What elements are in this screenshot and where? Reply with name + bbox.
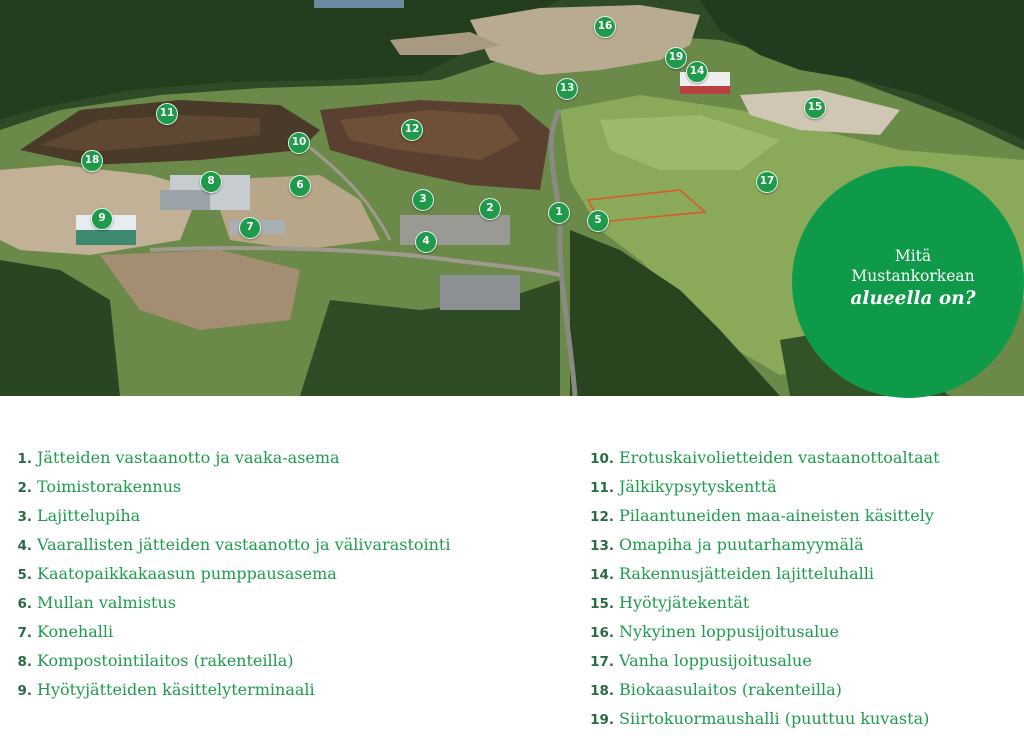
map-marker: 1 [548,202,570,224]
legend-label: Hyötyjätekentät [619,593,750,612]
legend-label: Kompostointilaitos (rakenteilla) [37,651,294,670]
legend-number: 3. [17,509,32,525]
legend-item [10,535,570,564]
callout-text [838,246,988,311]
legend-label: Lajittelupiha [37,506,141,525]
map-marker: 5 [587,210,609,232]
legend-item [10,506,570,535]
map-marker: 3 [412,189,434,211]
legend-number: 7. [17,625,32,641]
legend-item [586,535,1016,564]
legend-number: 8. [17,654,32,670]
legend-item [586,622,1016,651]
legend-label: Nykyinen loppusijoitusalue [619,622,840,641]
map-marker: 17 [756,171,778,193]
legend-item [586,680,1016,709]
legend-item [10,622,570,651]
legend-label: Vaarallisten jätteiden vastaanotto ja välivarastointi [37,535,451,554]
map-marker: 2 [479,198,501,220]
map-marker: 19 [665,47,687,69]
legend-number: 6. [17,596,32,612]
legend-number: 12. [590,509,614,525]
legend-item [586,593,1016,622]
map-marker: 9 [91,208,113,230]
legend-item [10,651,570,680]
legend-item [586,709,1016,738]
legend-item [10,448,570,477]
legend-label: Toimistorakennus [37,477,182,496]
legend-label: Vanha loppusijoitusalue [619,651,812,670]
legend-label: Jätteiden vastaanotto ja vaaka-asema [37,448,340,467]
legend-number: 17. [590,654,614,670]
map-marker: 13 [556,78,578,100]
legend-label: Konehalli [37,622,114,641]
map-marker: 14 [686,61,708,83]
legend-item [586,506,1016,535]
legend-label: Siirtokuormaushalli (puuttuu kuvasta) [619,709,930,728]
callout-line-1: Mitä [894,247,932,265]
legend-number: 4. [17,538,32,554]
legend-item [586,448,1016,477]
legend-label: Hyötyjätteiden käsittelyterminaali [37,680,315,699]
legend-label: Pilaantuneiden maa-aineisten käsittely [619,506,934,525]
legend-label: Rakennusjätteiden lajitteluhalli [619,564,874,583]
callout-line-3: alueella on? [850,288,976,309]
legend-number: 14. [590,567,614,583]
map-marker: 11 [156,103,178,125]
legend-item [10,477,570,506]
map-marker: 15 [804,97,826,119]
legend-number: 13. [590,538,614,554]
legend-number: 15. [590,596,614,612]
legend-label: Jälkikypsytyskenttä [619,477,777,496]
legend-item [586,651,1016,680]
legend-number: 10. [590,451,614,467]
map-marker: 10 [288,132,310,154]
legend-number: 5. [17,567,32,583]
map-marker: 18 [81,150,103,172]
legend-number: 11. [590,480,614,496]
legend-label: Erotuskaivolietteiden vastaanottoaltaat [619,448,940,467]
legend-number: 2. [17,480,32,496]
legend-number: 16. [590,625,614,641]
map-marker: 12 [401,119,423,141]
callout-line-2: Mustankorkean [851,267,975,285]
map-marker: 6 [289,175,311,197]
legend-item [10,680,570,709]
legend-number: 18. [590,683,614,699]
callout-circle [792,166,1024,398]
legend-number: 19. [590,712,614,728]
legend-column-left [10,448,570,709]
legend-label: Mullan valmistus [37,593,176,612]
legend-number: 1. [17,451,32,467]
legend-item [586,564,1016,593]
legend-column-right [586,448,1016,738]
legend-item [10,593,570,622]
legend-number: 9. [17,683,32,699]
map-marker: 4 [415,231,437,253]
legend-label: Omapiha ja puutarhamyymälä [619,535,864,554]
map-marker: 8 [200,171,222,193]
legend-label: Kaatopaikkakaasun pumppausasema [37,564,337,583]
legend-label: Biokaasulaitos (rakenteilla) [619,680,842,699]
map-marker: 7 [239,217,261,239]
legend-item [586,477,1016,506]
legend-item [10,564,570,593]
map-marker: 16 [594,16,616,38]
